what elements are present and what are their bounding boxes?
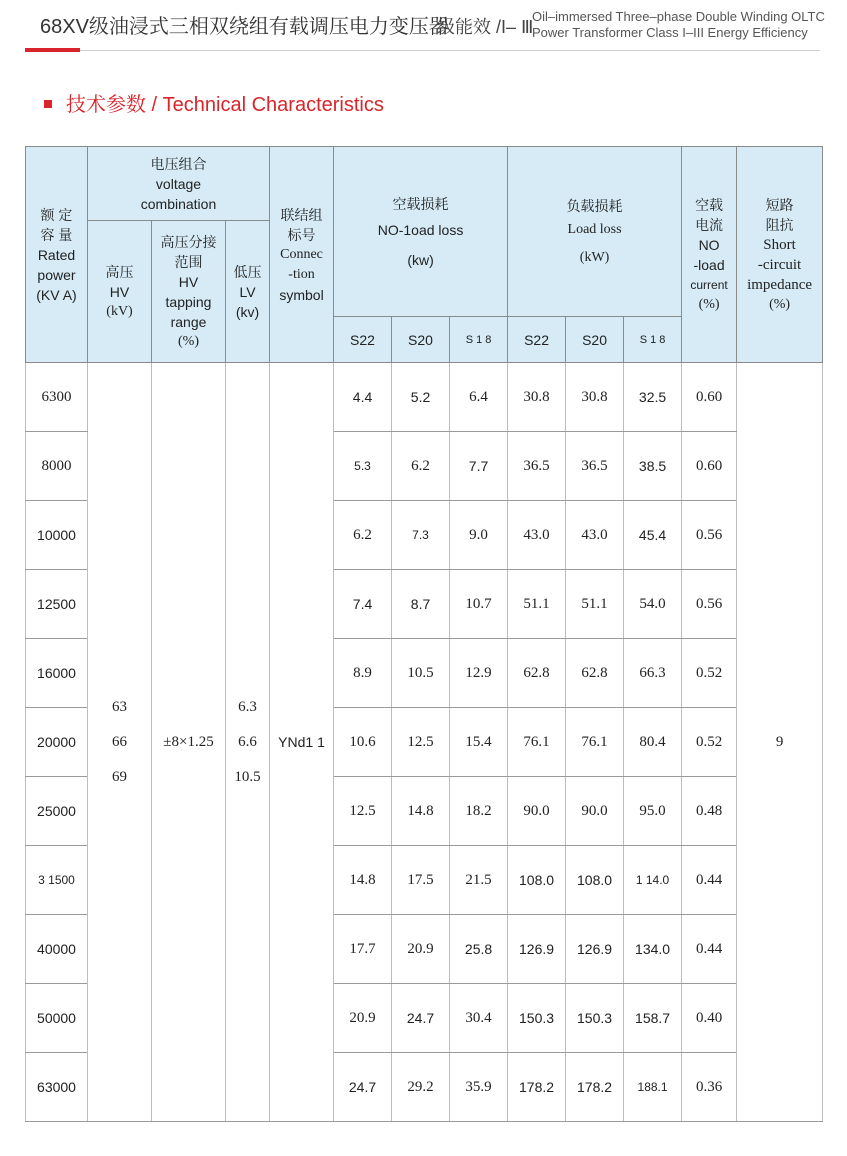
page-header <box>0 0 847 52</box>
cell-noload-s22: 4.4 <box>334 363 392 432</box>
cell-noload-s20: 6.2 <box>392 432 450 501</box>
cell-noload-current: 0.36 <box>682 1053 737 1122</box>
header-title-en-line1: Oil–immersed Three–phase Double Winding OLTC <box>532 9 825 24</box>
cell-noload-s20: 8.7 <box>392 570 450 639</box>
cell-power: 8000 <box>26 432 88 501</box>
cell-noload-s20: 20.9 <box>392 915 450 984</box>
cell-power: 25000 <box>26 777 88 846</box>
cell-load-s18: 80.4 <box>624 708 682 777</box>
cell-load-s20: 51.1 <box>566 570 624 639</box>
cell-load-s22: 36.5 <box>508 432 566 501</box>
cell-load-s20: 36.5 <box>566 432 624 501</box>
cell-noload-s22: 6.2 <box>334 501 392 570</box>
section-title-text: 技术参数 / Technical Characteristics <box>66 94 384 116</box>
cell-load-s18: 32.5 <box>624 363 682 432</box>
header-connection-symbol: 联结组 标号 Connec -tion symbol <box>270 147 334 363</box>
cell-power: 3 1500 <box>26 846 88 915</box>
cell-noload-current: 0.48 <box>682 777 737 846</box>
cell-load-s20: 150.3 <box>566 984 624 1053</box>
cell-load-s22: 43.0 <box>508 501 566 570</box>
header-short-circuit-impedance: 短路 阻抗 Short -circuit impedance (%) <box>737 147 823 363</box>
cell-load-s22: 90.0 <box>508 777 566 846</box>
cell-power: 63000 <box>26 1053 88 1122</box>
cell-load-s20: 126.9 <box>566 915 624 984</box>
cell-noload-s20: 7.3 <box>392 501 450 570</box>
cell-noload-s22: 17.7 <box>334 915 392 984</box>
cell-noload-s18: 25.8 <box>450 915 508 984</box>
cell-power: 40000 <box>26 915 88 984</box>
cell-noload-s18: 15.4 <box>450 708 508 777</box>
cell-noload-s22: 14.8 <box>334 846 392 915</box>
cell-noload-s18: 12.9 <box>450 639 508 708</box>
cell-noload-current: 0.52 <box>682 708 737 777</box>
cell-load-s20: 76.1 <box>566 708 624 777</box>
header-hv: 高压 HV (kV) <box>88 221 152 363</box>
cell-noload-s22: 5.3 <box>334 432 392 501</box>
cell-noload-current: 0.44 <box>682 915 737 984</box>
header-title-en-line2: Power Transformer Class I–III Energy Efficiency <box>532 25 808 40</box>
header-rated-power: 额 定 容 量 Rated power (KV A) <box>26 147 88 363</box>
cell-noload-s22: 8.9 <box>334 639 392 708</box>
cell-power: 50000 <box>26 984 88 1053</box>
cell-load-s22: 126.9 <box>508 915 566 984</box>
cell-load-s18: 1 14.0 <box>624 846 682 915</box>
cell-load-s18: 188.1 <box>624 1053 682 1122</box>
header-lv: 低压 LV (kv) <box>226 221 270 363</box>
cell-noload-s18: 21.5 <box>450 846 508 915</box>
cell-connection-merged: YNd1 1 <box>270 363 334 1122</box>
spec-table <box>25 146 823 1122</box>
cell-noload-s18: 30.4 <box>450 984 508 1053</box>
header-load-s22: S22 <box>508 317 566 363</box>
cell-load-s20: 178.2 <box>566 1053 624 1122</box>
header-divider <box>25 50 820 51</box>
cell-noload-s18: 9.0 <box>450 501 508 570</box>
cell-load-s20: 62.8 <box>566 639 624 708</box>
cell-noload-s18: 35.9 <box>450 1053 508 1122</box>
cell-noload-current: 0.44 <box>682 846 737 915</box>
header-title-en <box>532 9 825 41</box>
cell-noload-s20: 10.5 <box>392 639 450 708</box>
cell-load-s20: 43.0 <box>566 501 624 570</box>
cell-noload-s18: 18.2 <box>450 777 508 846</box>
cell-noload-s18: 6.4 <box>450 363 508 432</box>
header-noload-s18: S 1 8 <box>450 317 508 363</box>
header-noload-current: 空载 电流 NO -load current (%) <box>682 147 737 363</box>
cell-noload-current: 0.52 <box>682 639 737 708</box>
cell-noload-current: 0.60 <box>682 432 737 501</box>
cell-power: 20000 <box>26 708 88 777</box>
header-noload-s20: S20 <box>392 317 450 363</box>
table-row <box>26 363 823 432</box>
cell-power: 6300 <box>26 363 88 432</box>
header-noload-loss: 空载损耗 NO-1oad loss (kw) <box>334 147 508 317</box>
cell-impedance-merged: 9 <box>737 363 823 1122</box>
cell-noload-s22: 20.9 <box>334 984 392 1053</box>
cell-noload-s20: 5.2 <box>392 363 450 432</box>
cell-noload-s22: 10.6 <box>334 708 392 777</box>
cell-load-s18: 45.4 <box>624 501 682 570</box>
section-bullet-icon <box>44 100 52 108</box>
cell-load-s20: 30.8 <box>566 363 624 432</box>
cell-noload-s18: 7.7 <box>450 432 508 501</box>
cell-hv-merged: 63 66 69 <box>88 363 152 1122</box>
cell-load-s20: 90.0 <box>566 777 624 846</box>
cell-noload-s22: 12.5 <box>334 777 392 846</box>
cell-load-s20: 108.0 <box>566 846 624 915</box>
cell-noload-s22: 24.7 <box>334 1053 392 1122</box>
header-load-s18: S 1 8 <box>624 317 682 363</box>
cell-power: 10000 <box>26 501 88 570</box>
cell-tapping-merged: ±8×1.25 <box>152 363 226 1122</box>
cell-load-s22: 150.3 <box>508 984 566 1053</box>
header-load-s20: S20 <box>566 317 624 363</box>
cell-load-s22: 62.8 <box>508 639 566 708</box>
cell-load-s18: 134.0 <box>624 915 682 984</box>
cell-noload-s20: 24.7 <box>392 984 450 1053</box>
cell-load-s18: 38.5 <box>624 432 682 501</box>
header-noload-s22: S22 <box>334 317 392 363</box>
cell-noload-s20: 17.5 <box>392 846 450 915</box>
cell-lv-merged: 6.3 6.6 10.5 <box>226 363 270 1122</box>
cell-noload-current: 0.56 <box>682 570 737 639</box>
cell-load-s22: 76.1 <box>508 708 566 777</box>
cell-load-s22: 51.1 <box>508 570 566 639</box>
cell-load-s18: 95.0 <box>624 777 682 846</box>
section-title <box>44 88 384 117</box>
cell-noload-s18: 10.7 <box>450 570 508 639</box>
cell-noload-s20: 12.5 <box>392 708 450 777</box>
cell-noload-s20: 29.2 <box>392 1053 450 1122</box>
cell-noload-current: 0.60 <box>682 363 737 432</box>
header-class-cn: 级能效 /I– Ⅲ <box>437 17 534 37</box>
cell-power: 16000 <box>26 639 88 708</box>
cell-load-s18: 66.3 <box>624 639 682 708</box>
cell-load-s22: 178.2 <box>508 1053 566 1122</box>
cell-noload-s20: 14.8 <box>392 777 450 846</box>
cell-noload-current: 0.56 <box>682 501 737 570</box>
cell-load-s18: 54.0 <box>624 570 682 639</box>
cell-load-s22: 108.0 <box>508 846 566 915</box>
cell-load-s18: 158.7 <box>624 984 682 1053</box>
cell-noload-s22: 7.4 <box>334 570 392 639</box>
header-tapping-range: 高压分接 范围 HV tapping range (%) <box>152 221 226 363</box>
cell-power: 12500 <box>26 570 88 639</box>
header-title-cn: 68XV级油浸式三相双绕组有载调压电力变压器 <box>40 16 449 38</box>
header-voltage-combination: 电压组合 voltage combination <box>88 147 270 221</box>
cell-load-s22: 30.8 <box>508 363 566 432</box>
cell-noload-current: 0.40 <box>682 984 737 1053</box>
header-load-loss: 负载损耗 Load loss (kW) <box>508 147 682 317</box>
header-accent-bar <box>25 48 80 52</box>
